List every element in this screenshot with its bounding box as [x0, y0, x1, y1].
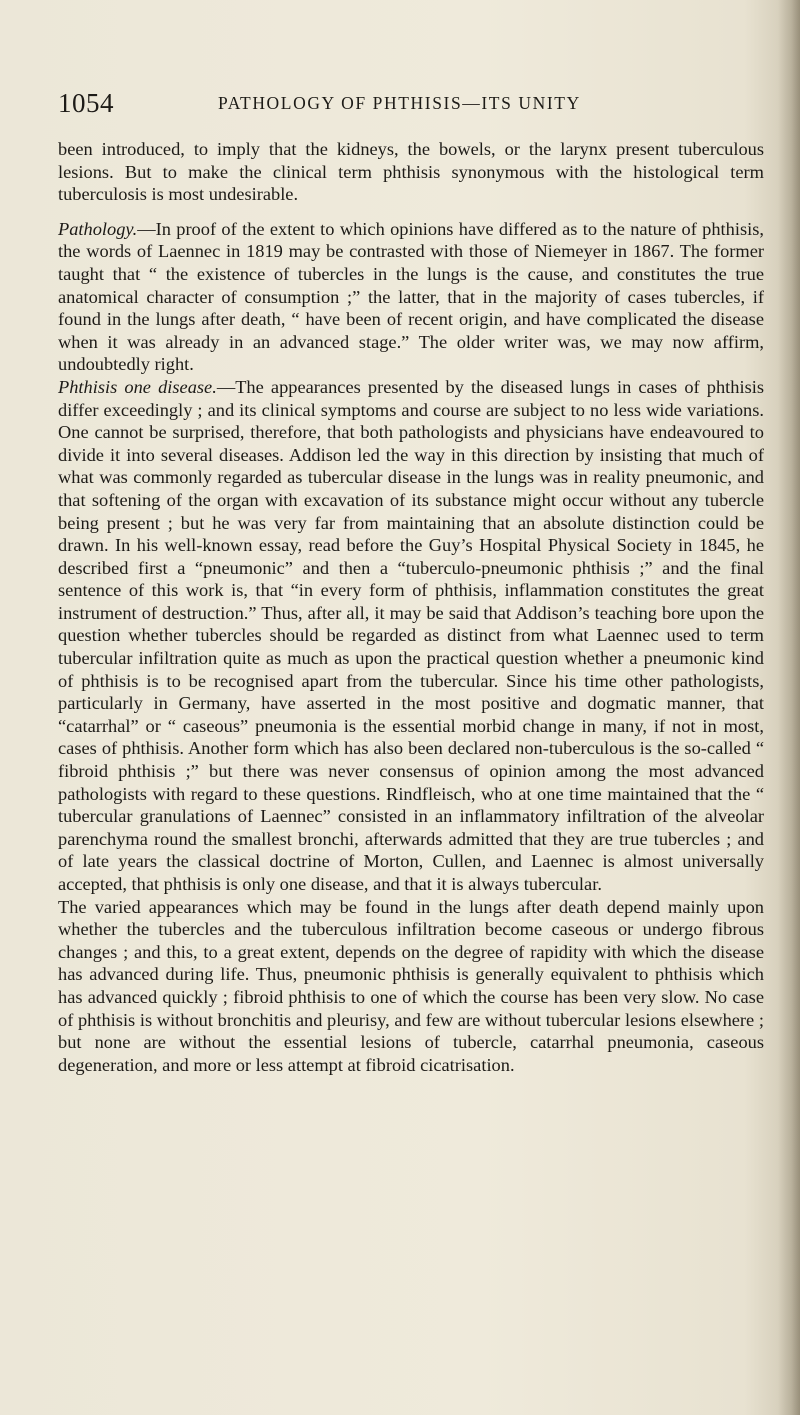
paragraph-pathology — [58, 218, 764, 376]
page-number: 1054 — [58, 88, 114, 118]
paragraph-1 — [58, 138, 764, 206]
paragraph-phthisis-text: —The appearances presented by the diseased lungs in cases of phthisis differ exceedingly ; and its clinical symptoms and course are subject to no less wide variations. One cannot be surprised, therefore, that both pathologists and physicians have endeavoured to divide it into several diseases. Addison led the way in this direction by insisting that much of what was commonly regarded as tubercular disease in the lungs was in reality pneumonic, and that softening of the organ with excavation of its substance might occur without any tubercle being present ; but he was very far from maintaining that an absolute distinction could be drawn. In his well-known essay, read before the Guy’s Hospital Physical Society in 1845, he described first a “pneumonic” and then a “tuberculo-pneumonic phthisis ;” and the final sentence of this work is, that “in every form of phthisis, inflammation constitutes the great instrument of destruction.” Thus, after all, it may be said that Addison’s teaching bore upon the question whether tubercles should be regarded as distinct from what Laennec used to term tubercular infiltration quite as much as upon the practical question whether a pneumonic kind of phthisis is to be recognised apart from the tubercular. Since his time other pathologists, particularly in Germany, have asserted in the most positive and dogmatic manner, that “catarrhal” or “ caseous” pneumonia is the essential morbid change in many, if not in most, cases of phthisis. Another form which has also been declared non-tuberculous is the so-called “ fibroid phthisis ;” but there was never consensus of opinion among the most advanced pathologists with regard to these questions. Rindfleisch, who at one time maintained that the “ tubercular granulations of Laennec” consisted in an inflammatory infiltration of the alveolar parenchyma round the smallest bronchi, afterwards admitted that they are true tubercles ; and of late years the classical doctrine of Morton, Cullen, and Laennec is almost universally accepted, that phthisis is only one disease, and that it is always tubercular. — [58, 376, 764, 894]
paragraph-varied-appearances — [58, 896, 764, 1077]
paragraph-pathology-heading: Pathology. — [58, 218, 138, 239]
paragraph-varied-text: The varied appearances which may be found in the lungs after death depend mainly upon whether the tubercles and the tuberculous infiltration become caseous or undergo fibrous changes ; and this, to a great extent, depends on the degree of rapidity with which the disease has advanced during life. Thus, pneumonic phthisis is generally equivalent to phthisis which has advanced quickly ; fibroid phthisis to one of which the course has been very slow. No case of phthisis is without bronchitis and pleurisy, and few are without tubercular lesions elsewhere ; but none are without the essential lesions of tubercle, catarrhal pneumonia, caseous degeneration, and more or less attempt at fibroid cicatrisation. — [58, 896, 764, 1075]
running-header — [58, 88, 758, 122]
paragraph-1-text: been introduced, to imply that the kidneys, the bowels, or the larynx present tuberculous lesions. But to make the clinical term phthisis synonymous with the histological term tuberculosis is most undesirable. — [58, 139, 764, 205]
running-title: PATHOLOGY OF PHTHISIS—ITS UNITY — [218, 93, 581, 113]
page-edge-shadow — [778, 0, 800, 1415]
body-text — [58, 138, 764, 1076]
paragraph-phthisis-heading: Phthisis one disease. — [58, 376, 217, 397]
paragraph-phthisis-one-disease — [58, 376, 764, 896]
paragraph-pathology-text: —In proof of the extent to which opinions have differed as to the nature of phthisis, the words of Laennec in 1819 may be contrasted with those of Niemeyer in 1867. The former taught that “ the existence of tubercles in the lungs is the cause, and constitutes the true anatomical character of consumption ;” the latter, that in the majority of cases tubercles, if found in the lungs after death, “ have been of recent origin, and have complicated the disease when it was already in an advanced stage.” The older writer was, we may now affirm, undoubtedly right. — [58, 218, 764, 375]
